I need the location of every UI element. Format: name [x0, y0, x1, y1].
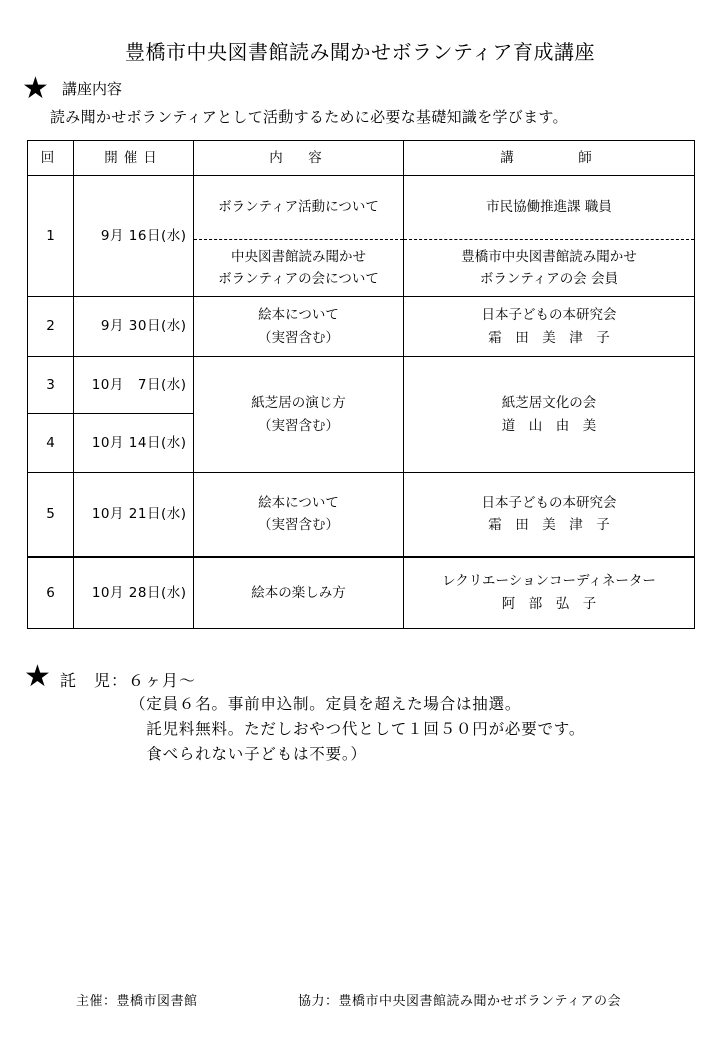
session-no: 3	[28, 357, 74, 414]
session-content: 絵本について （実習含む）	[194, 473, 404, 557]
header-lecturer: 講 師	[404, 141, 695, 176]
footer-cooperation: 協力：豊橋市中央図書館読み聞かせボランティアの会	[298, 994, 621, 1009]
star-icon: ★	[22, 71, 49, 106]
session-lecturer: 日本子どもの本研究会 霜 田 美 津 子	[404, 297, 695, 357]
session-date: 10月 7日(水)	[74, 357, 194, 414]
header-date: 開催日	[74, 141, 194, 176]
table-row	[28, 297, 695, 357]
footer-host: 主催：豊橋市図書館	[76, 994, 198, 1009]
session-lecturer: 豊橋市中央図書館読み聞かせ ボランティアの会 会員	[404, 240, 695, 297]
schedule-table	[27, 140, 695, 629]
childcare-notes: （定員６名。事前申込制。定員を超えた場合は抽選。 託児料無料。ただしおやつ代として１回５０円が必要です。 食べられない子どもは不要。）	[130, 695, 586, 763]
session-content: 紙芝居の演じ方 （実習含む）	[194, 357, 404, 473]
session-lecturer: 市民協働推進課 職員	[404, 176, 695, 240]
course-intro: 読み聞かせボランティアとして活動するために必要な基礎知識を学びます。	[50, 108, 568, 126]
session-no: 1	[28, 176, 74, 297]
session-lecturer: レクリエーションコーディネーター 阿 部 弘 子	[404, 557, 695, 629]
session-date: 10月 14日(水)	[74, 414, 194, 473]
header-content: 内 容	[194, 141, 404, 176]
session-no: 2	[28, 297, 74, 357]
star-icon: ★	[24, 659, 51, 694]
course-heading: 講座内容	[62, 80, 123, 98]
childcare-label: 託 児：６ヶ月～	[60, 671, 197, 690]
session-content: 絵本の楽しみ方	[194, 557, 404, 629]
session-no: 5	[28, 473, 74, 557]
table-header-row	[28, 141, 695, 176]
page-title: 豊橋市中央図書館読み聞かせボランティア育成講座	[125, 40, 595, 64]
session-date: 10月 21日(水)	[74, 473, 194, 557]
table-row	[28, 357, 695, 414]
session-lecturer: 紙芝居文化の会 道 山 由 美	[404, 357, 695, 473]
table-row	[28, 176, 695, 240]
session-content: 中央図書館読み聞かせ ボランティアの会について	[194, 240, 404, 297]
session-date: 9月 16日(水)	[74, 176, 194, 297]
session-content: ボランティア活動について	[194, 176, 404, 240]
session-lecturer: 日本子どもの本研究会 霜 田 美 津 子	[404, 473, 695, 557]
session-content: 絵本について （実習含む）	[194, 297, 404, 357]
session-no: 4	[28, 414, 74, 473]
session-date: 9月 30日(水)	[74, 297, 194, 357]
table-row	[28, 473, 695, 557]
session-date: 10月 28日(水)	[74, 557, 194, 629]
header-no: 回	[28, 141, 74, 176]
table-row	[28, 557, 695, 629]
session-no: 6	[28, 557, 74, 629]
